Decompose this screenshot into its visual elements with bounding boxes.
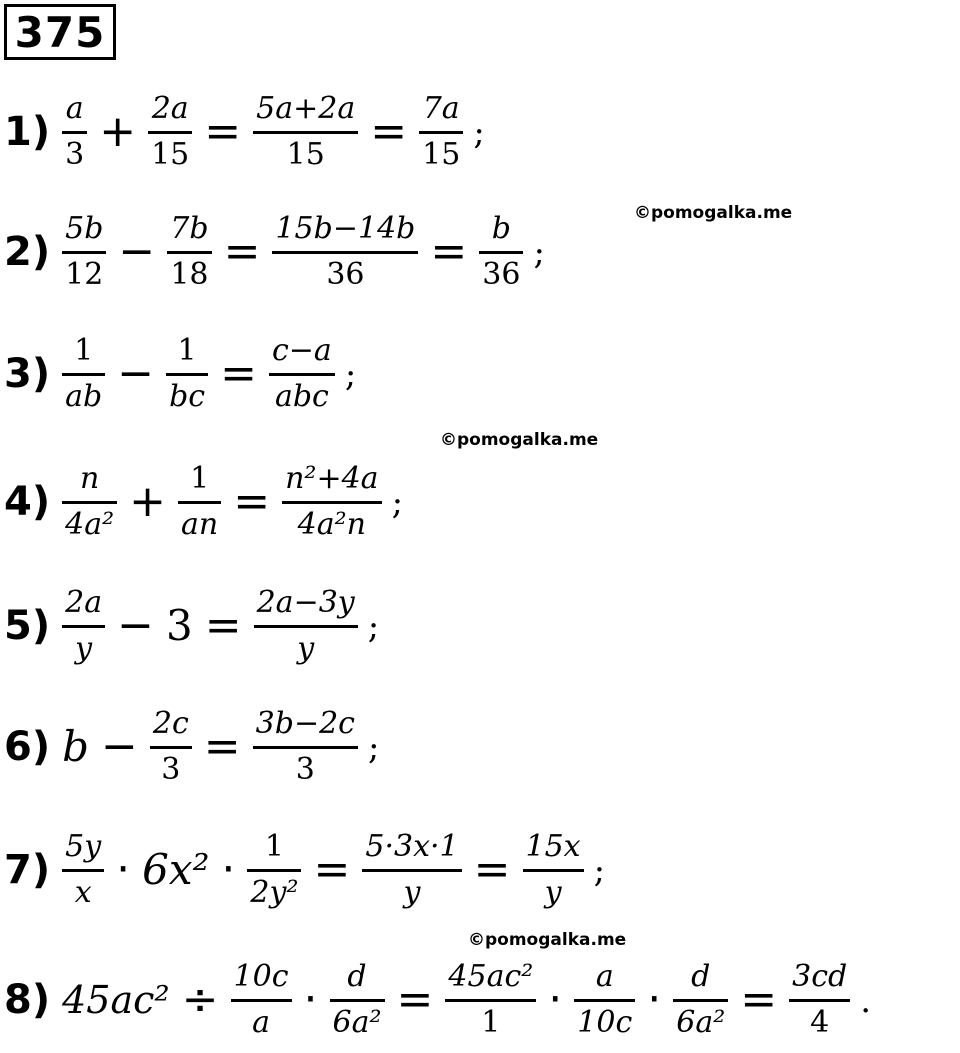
fraction: $\frac{n}{\text{4a²}}$ xyxy=(62,462,117,541)
minus-operator: − xyxy=(118,226,156,277)
dot-operator: · xyxy=(221,844,236,895)
equals-operator: = xyxy=(220,348,257,399)
equation-label: 4) xyxy=(4,478,51,525)
fraction: $\frac{\text{n²+4a}}{\text{4a²n}}$ xyxy=(282,462,381,541)
fraction: $\frac{3b-2c}{3}$ xyxy=(253,707,358,786)
equation-6 xyxy=(4,707,379,786)
fraction: $\frac{5y}{x}$ xyxy=(62,830,104,909)
fraction: $\frac{2a}{15}$ xyxy=(148,92,192,171)
dot-operator: · xyxy=(548,974,563,1025)
fraction: $\frac{1}{\text{2y²}}$ xyxy=(247,830,301,909)
dot-operator: · xyxy=(303,974,318,1025)
term: b xyxy=(62,722,90,771)
equals-operator: = xyxy=(203,721,241,772)
equals-operator: = xyxy=(204,106,242,157)
problem-number: 375 xyxy=(4,4,116,60)
plus-operator: + xyxy=(99,106,137,157)
fraction: $\frac{3cd}{4}$ xyxy=(789,960,850,1039)
equation-label: 5) xyxy=(4,602,51,649)
minus-operator: − xyxy=(117,348,155,399)
term: 45ac² xyxy=(62,977,170,1022)
punctuation: ; xyxy=(593,851,606,891)
fraction: $\frac{a}{3}$ xyxy=(62,92,87,171)
fraction: $\frac{a}{10c}$ xyxy=(574,960,635,1039)
minus-operator: − xyxy=(117,600,154,651)
fraction: $\frac{5b}{12}$ xyxy=(62,212,106,291)
minus-operator: − xyxy=(101,721,138,772)
dot-operator: · xyxy=(647,974,662,1025)
punctuation: ; xyxy=(473,113,485,153)
fraction: $\frac{d}{\text{6a²}}$ xyxy=(330,960,385,1039)
punctuation: ; xyxy=(391,483,404,523)
fraction: $\frac{15x}{y}$ xyxy=(523,830,584,909)
equation-2 xyxy=(4,212,545,291)
punctuation: ; xyxy=(344,355,357,395)
fraction: $\frac{7b}{18}$ xyxy=(167,212,211,291)
punctuation: ; xyxy=(367,607,380,647)
plus-operator: + xyxy=(129,476,166,527)
punctuation: . xyxy=(860,981,872,1021)
equation-4 xyxy=(4,462,403,541)
equation-7 xyxy=(4,830,605,909)
fraction: $\frac{1}{an}$ xyxy=(178,462,221,541)
fraction: $\frac{c-a}{\text{abc}}$ xyxy=(269,334,335,413)
equals-operator: = xyxy=(370,106,408,157)
fraction: $\frac{5a+2a}{15}$ xyxy=(253,92,358,171)
watermark: ©pomogalka.me xyxy=(468,930,627,950)
equation-label: 1) xyxy=(4,108,51,155)
equals-operator: = xyxy=(740,974,778,1025)
equation-label: 3) xyxy=(4,350,51,397)
divide-operator: ÷ xyxy=(181,974,219,1025)
equation-5 xyxy=(4,586,379,665)
punctuation: ; xyxy=(533,233,545,273)
equation-label: 8) xyxy=(4,976,51,1023)
fraction: $\frac{10c}{a}$ xyxy=(231,960,292,1039)
equation-label: 2) xyxy=(4,228,51,275)
fraction: $\frac{2c}{3}$ xyxy=(150,707,192,786)
dot-operator: · xyxy=(116,844,131,895)
equals-operator: = xyxy=(430,226,468,277)
fraction: $\frac{15b-14b}{36}$ xyxy=(272,212,418,291)
equation-8 xyxy=(4,960,871,1039)
watermark: ©pomogalka.me xyxy=(634,203,793,223)
term: 6x² xyxy=(142,845,210,894)
fraction: $\frac{7a}{15}$ xyxy=(419,92,463,171)
equals-operator: = xyxy=(223,226,261,277)
equals-operator: = xyxy=(473,844,511,895)
fraction: $\frac{\text{45ac²}}{1}$ xyxy=(445,960,536,1039)
watermark: ©pomogalka.me xyxy=(440,430,599,450)
fraction: $\frac{5\cdot 3x\cdot 1}{y}$ xyxy=(362,830,461,909)
fraction: $\frac{1}{bc}$ xyxy=(166,334,208,413)
equation-label: 7) xyxy=(4,846,51,893)
fraction: $\frac{1}{ab}$ xyxy=(62,334,105,413)
equation-label: 6) xyxy=(4,723,51,770)
equation-3 xyxy=(4,334,356,413)
equals-operator: = xyxy=(313,844,351,895)
fraction: $\frac{2a}{y}$ xyxy=(62,586,105,665)
equals-operator: = xyxy=(204,600,242,651)
equals-operator: = xyxy=(233,476,271,527)
fraction: $\frac{b}{36}$ xyxy=(479,212,523,291)
equals-operator: = xyxy=(396,974,434,1025)
fraction: $\frac{d}{\text{6a²}}$ xyxy=(673,960,728,1039)
equation-1 xyxy=(4,92,485,171)
punctuation: ; xyxy=(367,728,380,768)
fraction: $\frac{2a-3y}{y}$ xyxy=(254,586,358,665)
term: 3 xyxy=(165,601,193,650)
